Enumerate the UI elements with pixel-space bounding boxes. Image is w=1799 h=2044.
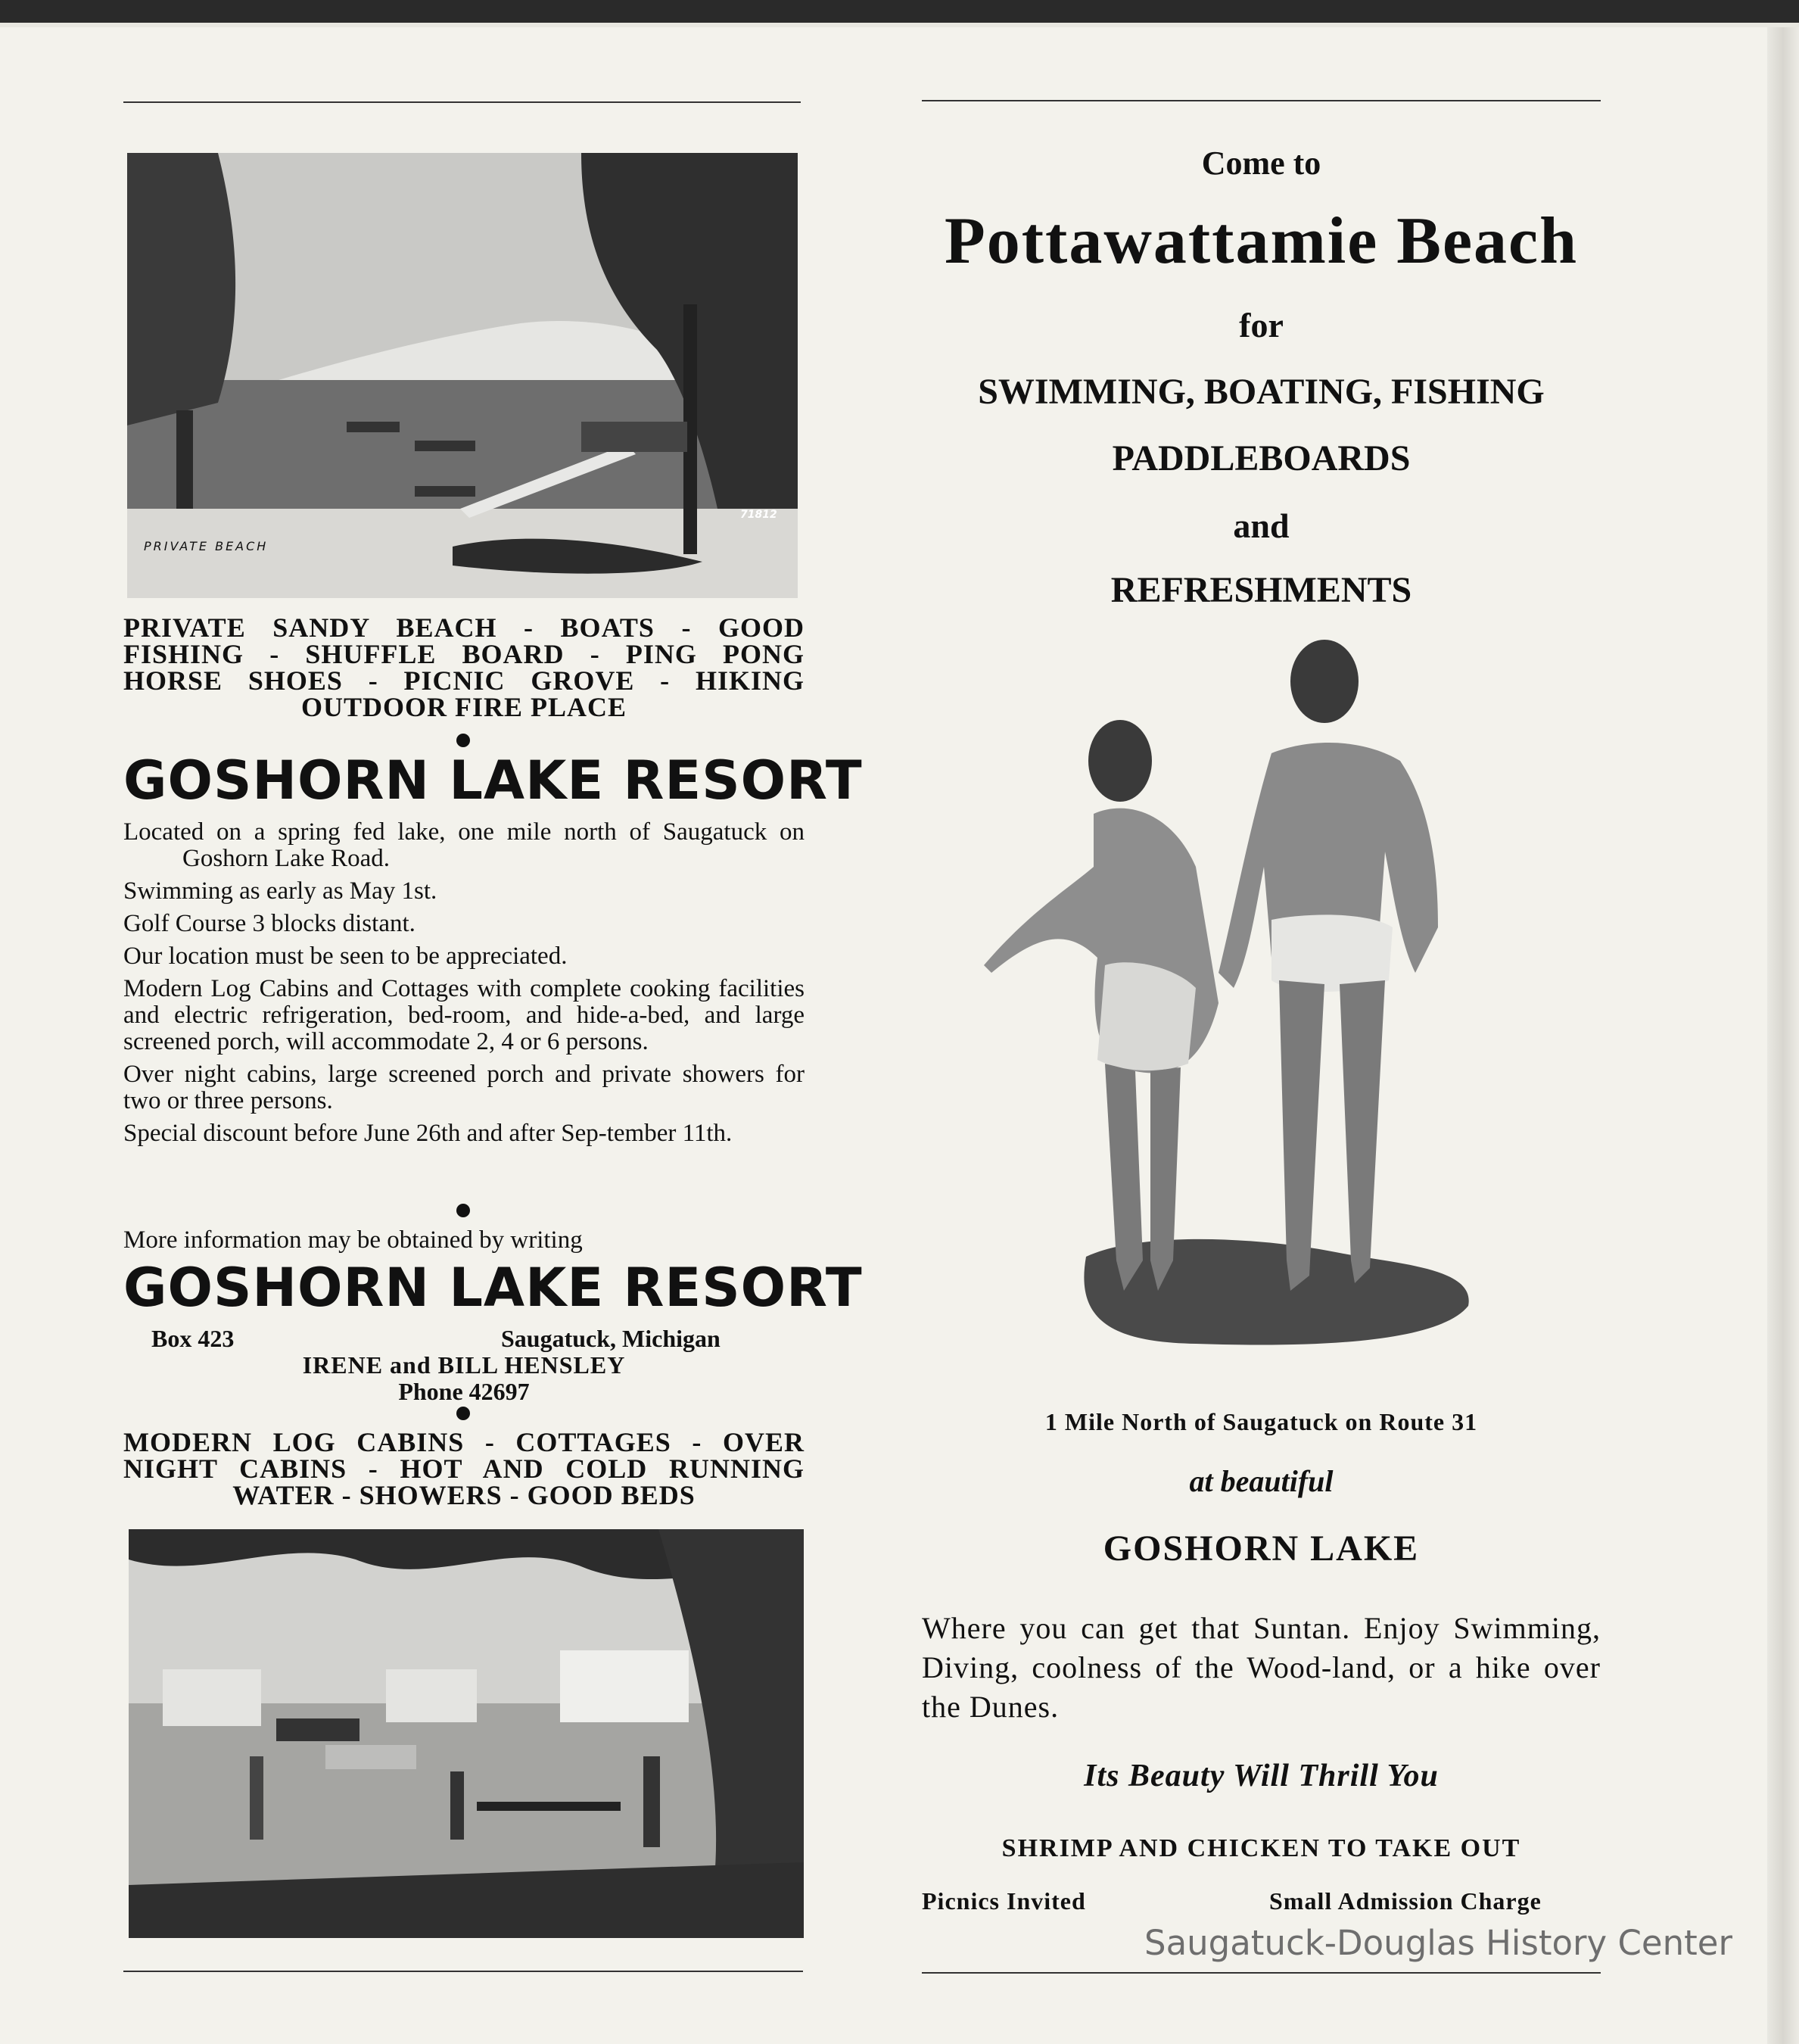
activities-line-2: PADDLEBOARDS [1112, 438, 1411, 478]
phone-number: Phone 42697 [398, 1378, 530, 1405]
resort-name-heading-2: GOSHORN LAKE RESORT [123, 1257, 863, 1319]
beach-name-heading: Pottawattamie Beach [944, 204, 1579, 278]
description-golf: Golf Course 3 blocks distant. [123, 910, 416, 937]
at-beautiful: at beautiful [1189, 1464, 1334, 1498]
left-top-rule [123, 101, 801, 103]
cabins-line-2: NIGHT CABINS - HOT AND COLD RUNNING [123, 1454, 805, 1484]
box-number: Box 423 [151, 1325, 235, 1352]
bullet-dot [456, 734, 470, 747]
more-info-line: More information may be obtained by writing [123, 1226, 583, 1254]
tagline: Its Beauty Will Thrill You [1084, 1759, 1439, 1793]
admission-charge: Small Admission Charge [1269, 1887, 1542, 1915]
activities-line-3: REFRESHMENTS [1110, 570, 1412, 610]
beach-photo-number: 71812 [740, 509, 777, 521]
beach-photo [127, 153, 798, 598]
beach-photo-caption: PRIVATE BEACH [144, 539, 269, 553]
and-text: and [1233, 506, 1290, 545]
picnics-invited: Picnics Invited [922, 1887, 1086, 1915]
right-bottom-rule [922, 1972, 1601, 1974]
come-to-heading: Come to [1201, 145, 1321, 182]
scan-top-edge-light [0, 23, 1799, 27]
bullet-dot [456, 1204, 470, 1217]
cabins-line-3: WATER - SHOWERS - GOOD BEDS [232, 1480, 696, 1510]
amenities-line-1: PRIVATE SANDY BEACH - BOATS - GOOD [123, 612, 805, 643]
city-state: Saugatuck, Michigan [501, 1325, 721, 1352]
description-discount: Special discount before June 26th and after Sep-tember 11th. [123, 1120, 733, 1147]
description-location-appreciated: Our location must be seen to be appreciated. [123, 943, 568, 970]
history-center-watermark: Saugatuck-Douglas History Center [1144, 1923, 1732, 1963]
beach-description: Where you can get that Suntan. Enjoy Swimming, Diving, coolness of the Wood-land, or a hike over the Dunes. [922, 1611, 1601, 1724]
bullet-dot [456, 1407, 470, 1420]
owners-names: IRENE and BILL HENSLEY [302, 1351, 626, 1379]
cabins-line-1: MODERN LOG CABINS - COTTAGES - OVER [123, 1427, 805, 1457]
location-line: 1 Mile North of Saugatuck on Route 31 [1044, 1408, 1478, 1435]
amenities-line-3: HORSE SHOES - PICNIC GROVE - HIKING [123, 665, 805, 696]
cabins-photo [129, 1529, 804, 1938]
resort-name-heading: GOSHORN LAKE RESORT [123, 749, 863, 812]
resort-description [123, 819, 805, 1153]
left-bottom-rule [123, 1971, 803, 1972]
swimmers-illustration [946, 640, 1487, 1359]
scan-top-edge [0, 0, 1799, 23]
description-location: Located on a spring fed lake, one mile north of Saugatuck on Goshorn Lake Road. [123, 818, 805, 872]
amenities-list [123, 612, 805, 722]
cabins-list [123, 1429, 805, 1509]
description-swimming: Swimming as early as May 1st. [123, 877, 437, 905]
amenities-line-2: FISHING - SHUFFLE BOARD - PING PONG [123, 639, 805, 669]
amenities-line-4: OUTDOOR FIRE PLACE [300, 692, 627, 722]
description-overnight: Over night cabins, large screened porch and private showers for two or three persons. [123, 1061, 805, 1114]
activities-line-1: SWIMMING, BOATING, FISHING [978, 372, 1545, 412]
description-cabins: Modern Log Cabins and Cottages with complete cooking facilities and electric refrigeration, bed-room, and hide-a-bed, and large screened porch, will accommodate 2, 4 or 6 persons. [123, 975, 805, 1055]
for-text: for [1239, 306, 1284, 344]
page-fold [1767, 27, 1799, 2044]
lake-name: GOSHORN LAKE [1103, 1528, 1420, 1569]
takeout-line: SHRIMP AND CHICKEN TO TAKE OUT [1001, 1834, 1521, 1862]
right-top-rule [922, 100, 1601, 101]
